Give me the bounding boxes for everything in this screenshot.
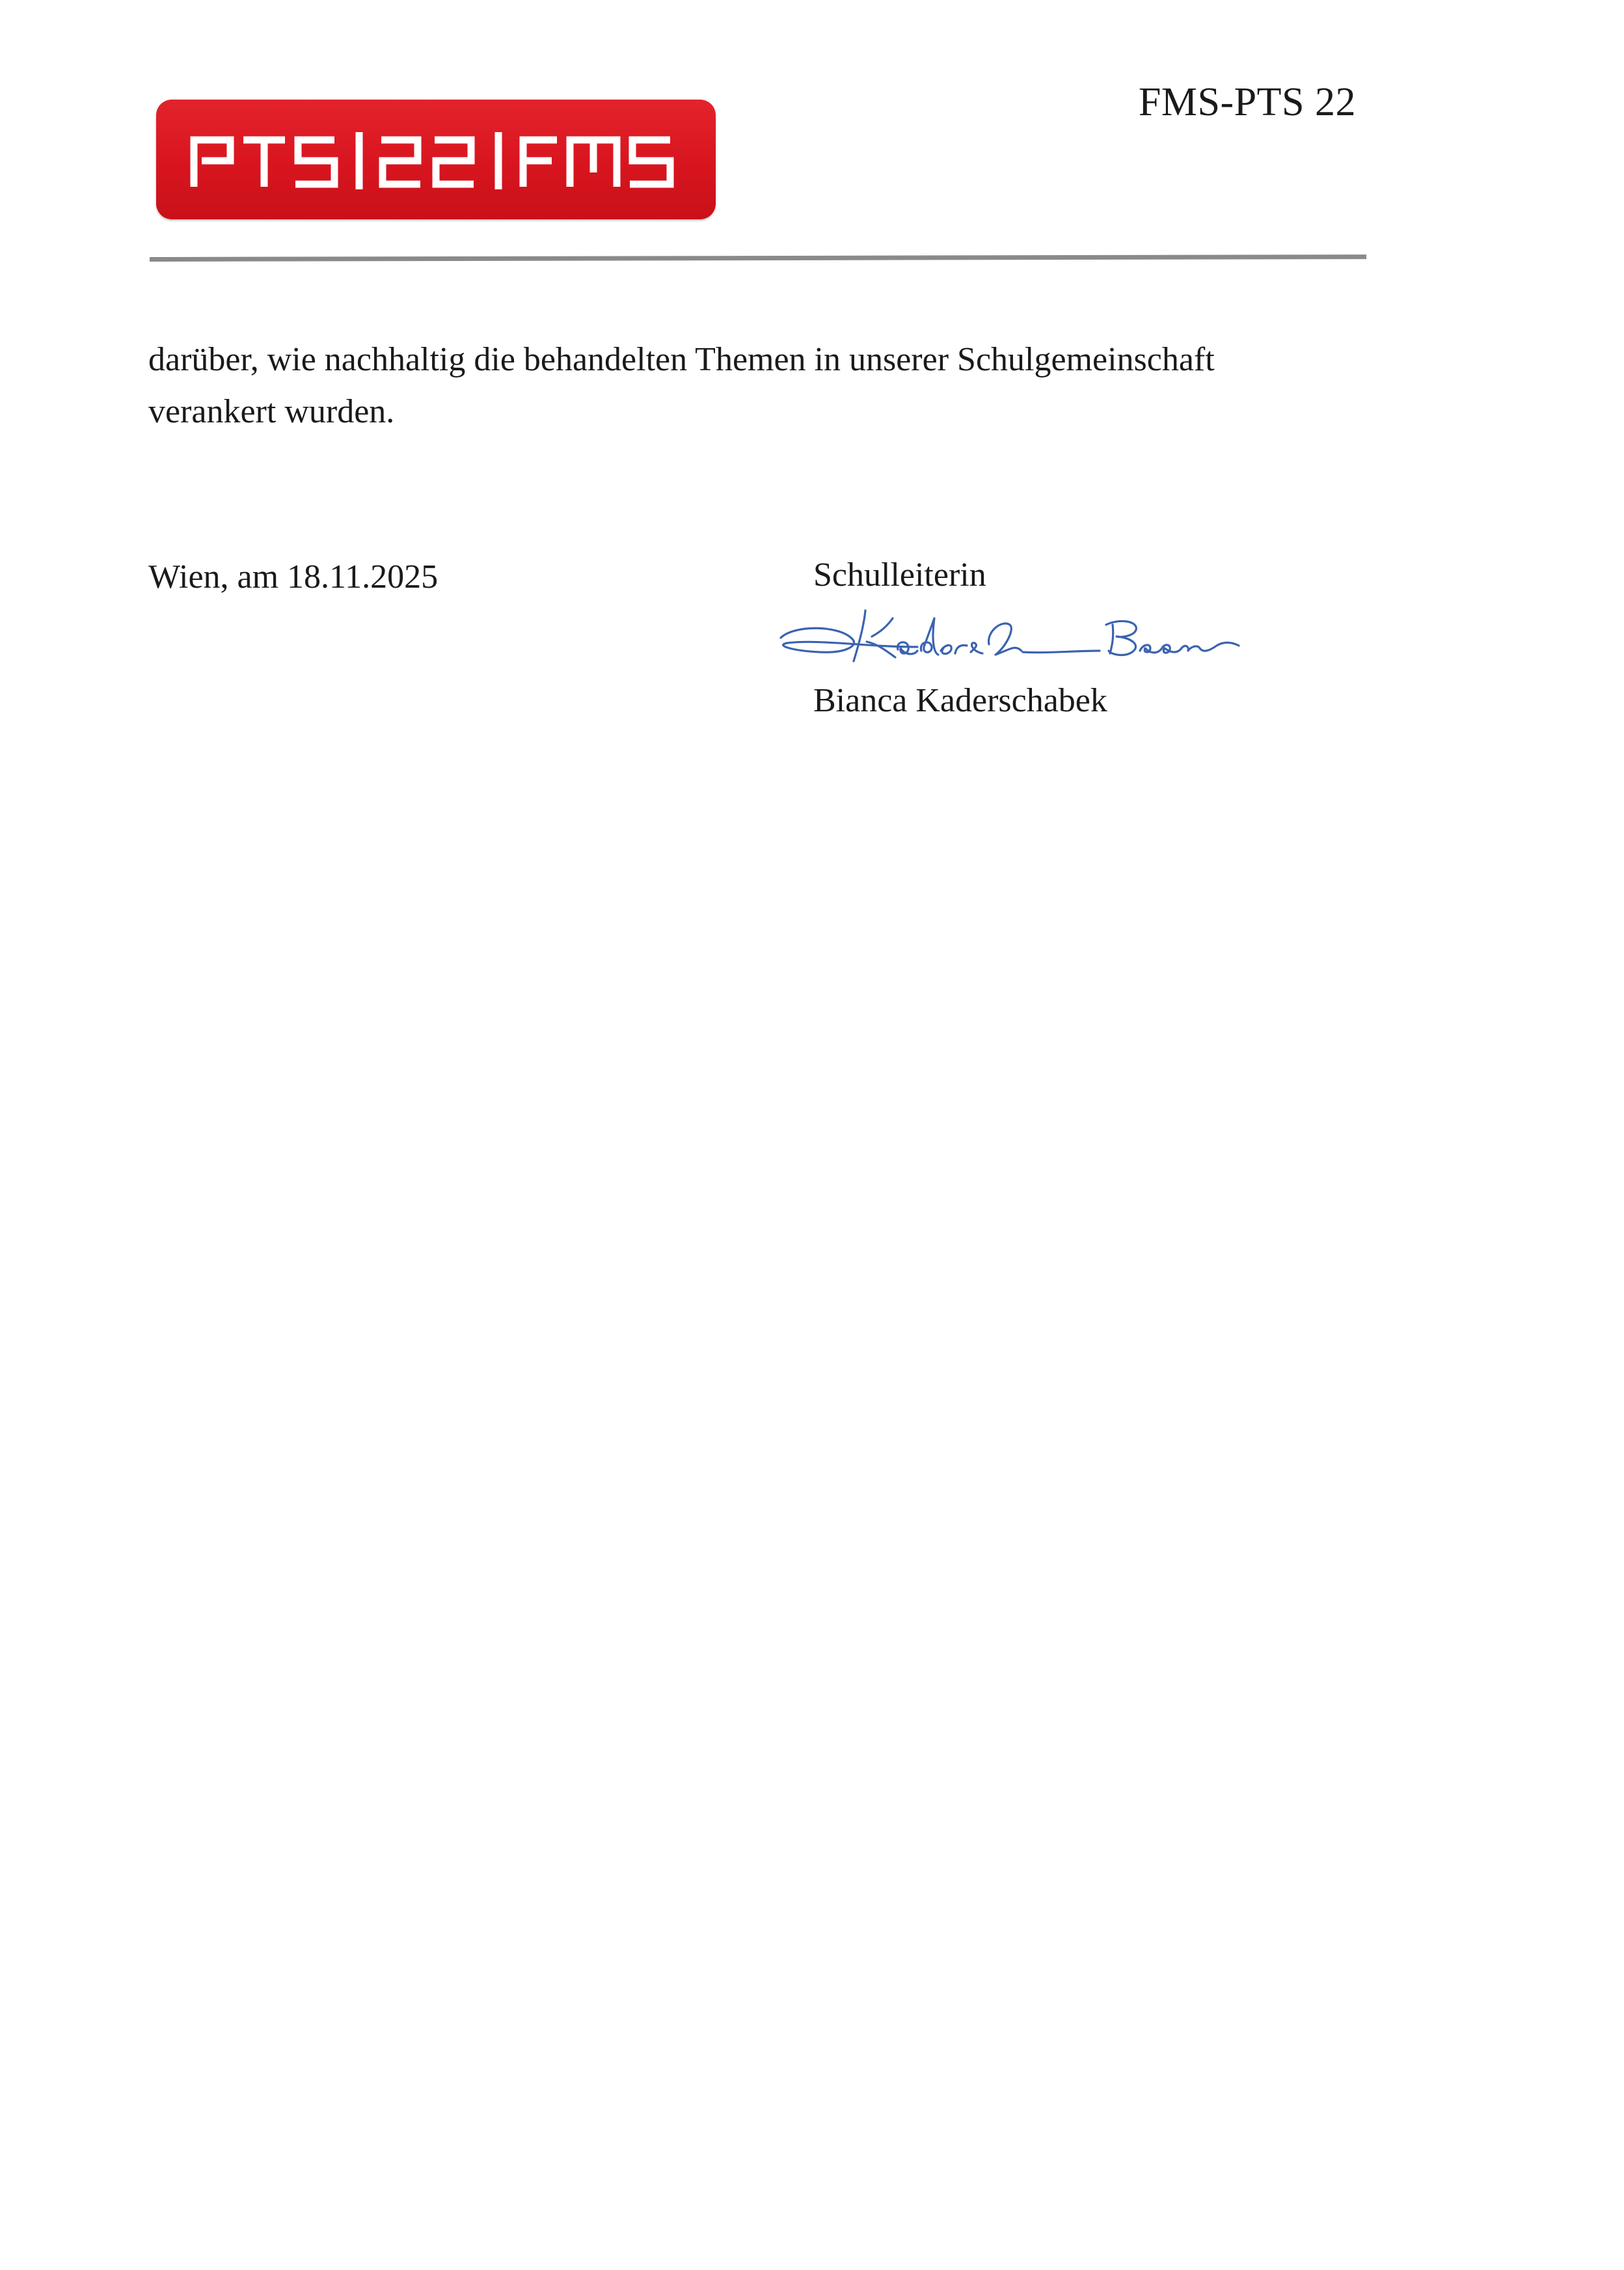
pts-22-fms-logo-icon	[189, 127, 683, 192]
handwritten-signature-icon	[768, 599, 1249, 683]
body-paragraph	[148, 334, 1385, 438]
signer-role: Schulleiterin	[813, 556, 986, 594]
header-divider	[150, 254, 1366, 262]
body-line: verankert wurden.	[148, 393, 395, 430]
school-logo	[156, 100, 716, 219]
body-line: darüber, wie nachhaltig die behandelten Themen in unserer Schulgemeinschaft	[148, 341, 1215, 378]
signer-name: Bianca Kaderschabek	[813, 682, 1107, 719]
document-reference: FMS-PTS 22	[1138, 80, 1356, 124]
place-date: Wien, am 18.11.2025	[148, 558, 439, 595]
